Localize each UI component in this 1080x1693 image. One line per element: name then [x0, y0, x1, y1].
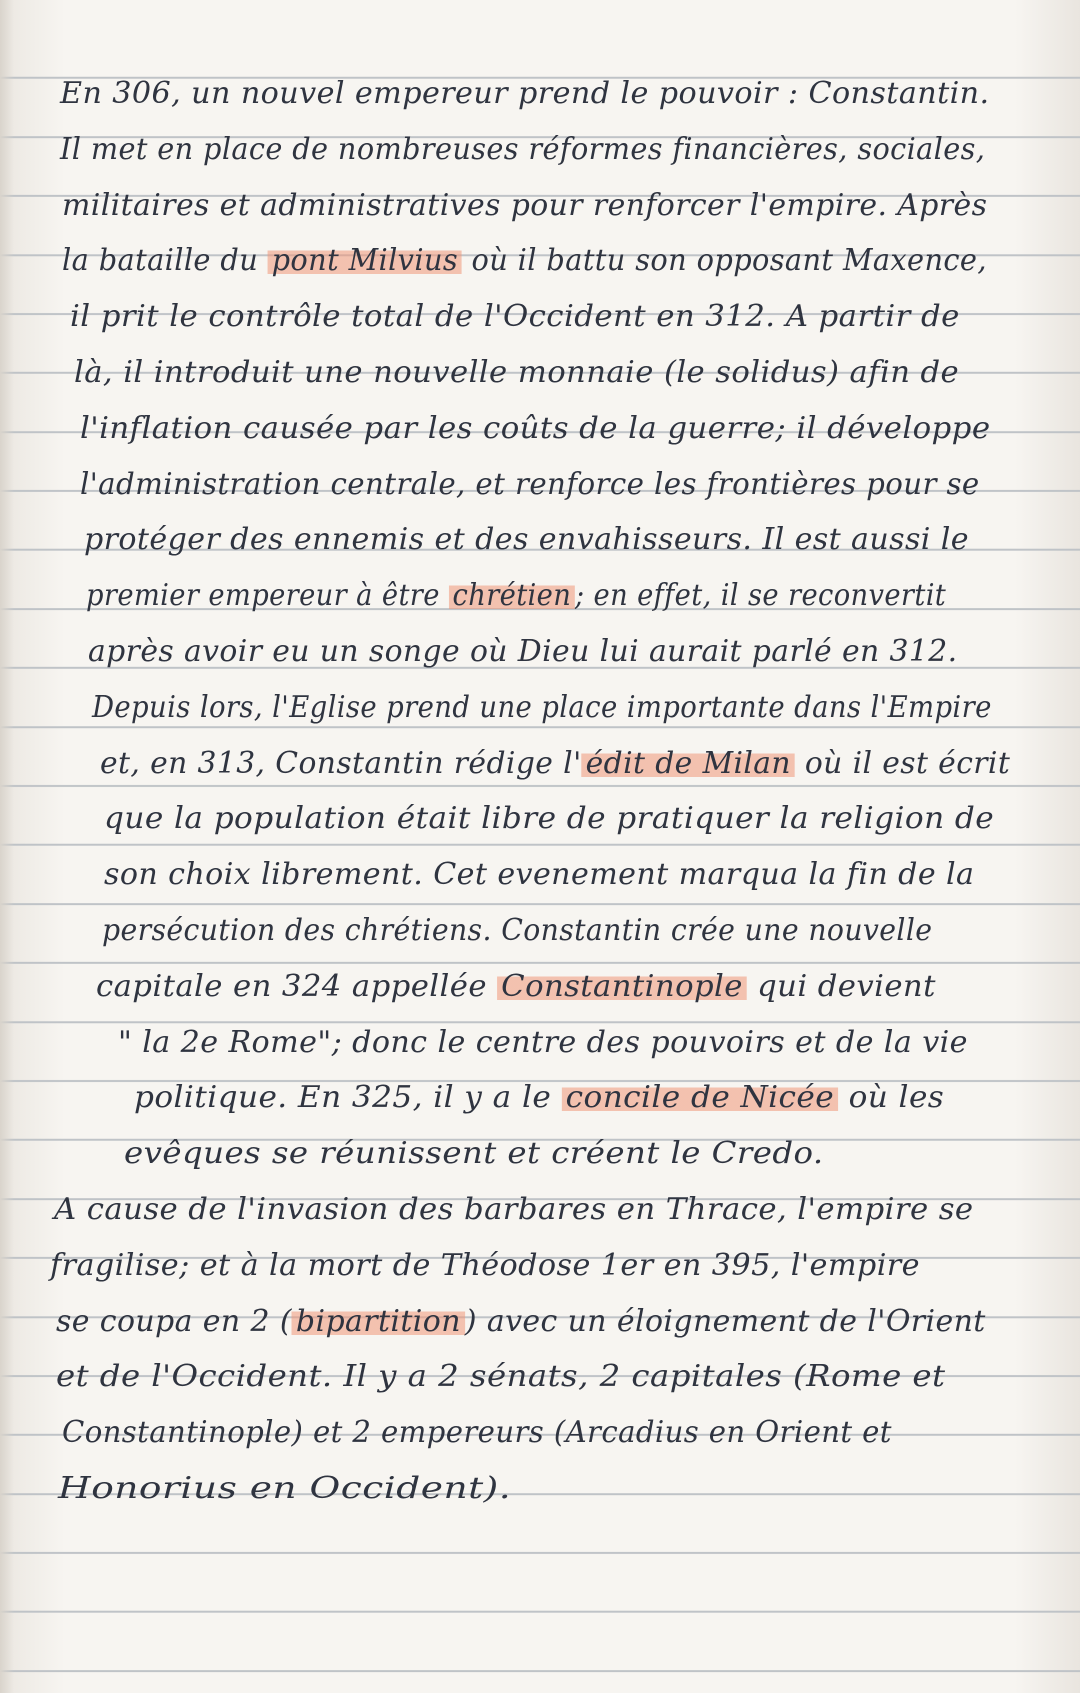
highlighted-term: concile de Nicée — [562, 1080, 839, 1115]
note-line — [118, 1023, 968, 1063]
note-text: l'administration centrale, et renforce les frontières pour se — [80, 466, 980, 502]
note-line — [104, 799, 994, 839]
note-text: ; en effet, il se reconvertit — [574, 578, 947, 614]
note-text: que la population était libre de pratiquer la religion de — [104, 801, 995, 837]
note-line — [86, 576, 946, 616]
note-text: fragilise; et à la mort de Théodose 1er en 395, l'empire — [50, 1247, 920, 1283]
highlighted-term: édit de Milan — [582, 746, 795, 781]
note-text: En 306, un nouvel empereur prend le pouvoir : Constantin. — [60, 76, 990, 111]
note-line — [100, 744, 1010, 784]
note-line — [80, 409, 990, 449]
note-text: capitale en 324 appellée — [96, 968, 498, 1004]
note-text: et de l'Occident. Il y a 2 sénats, 2 capitales (Rome et — [56, 1359, 946, 1395]
note-text: où les — [838, 1080, 945, 1116]
note-text: qui devient — [746, 968, 936, 1004]
note-text: ) avec un éloignement de l'Orient — [464, 1303, 986, 1339]
note-line — [56, 1357, 945, 1397]
note-text: où il battu son opposant Maxence, — [461, 243, 987, 279]
note-line — [134, 1078, 944, 1118]
note-line — [124, 1134, 824, 1174]
note-text: là, il introduit une nouvelle monnaie (le solidus) afin de — [74, 355, 960, 390]
note-text: se coupa en 2 ( — [56, 1303, 292, 1339]
note-line — [96, 967, 936, 1007]
note-text: où il est écrit — [794, 745, 1011, 781]
note-text: et, en 313, Constantin rédige l' — [100, 745, 582, 781]
page-shadow — [0, 0, 14, 1693]
note-text: l'inflation causée par les coûts de la guerre; il développe — [80, 410, 991, 446]
note-line — [50, 1246, 920, 1286]
note-line — [54, 1190, 974, 1230]
note-text: après avoir eu un songe où Dieu lui aurait parlé en 312. — [88, 634, 958, 669]
note-line — [104, 855, 974, 895]
note-line — [56, 1302, 986, 1342]
note-line — [74, 353, 959, 393]
note-text: Constantinople) et 2 empereurs (Arcadius en Orient et — [62, 1415, 892, 1451]
note-text: Depuis lors, l'Eglise prend une place importante dans l'Empire — [92, 689, 992, 725]
note-text: evêques se réunissent et créent le Credo. — [124, 1136, 824, 1172]
highlighted-term: Constantinople — [497, 969, 747, 1004]
note-text: A cause de l'invasion des barbares en Thrace, l'empire se — [54, 1192, 974, 1227]
note-line — [102, 911, 932, 951]
note-text: protéger des ennemis et des envahisseurs. Il est aussi le — [84, 522, 969, 558]
highlighted-term: pont Milvius — [268, 243, 462, 278]
note-line — [84, 520, 969, 560]
note-text: la bataille du — [62, 243, 268, 279]
note-line — [62, 1413, 892, 1453]
note-text: Honorius en Occident). — [58, 1471, 512, 1506]
note-line — [60, 130, 985, 170]
note-line — [62, 186, 987, 226]
highlighted-term: chrétien — [449, 578, 575, 613]
note-line — [60, 74, 990, 114]
note-text: Il met en place de nombreuses réformes financières, sociales, — [60, 131, 986, 167]
note-text: politique. En 325, il y a le — [134, 1080, 562, 1116]
note-line — [92, 688, 992, 728]
highlighted-term: bipartition — [292, 1304, 465, 1339]
note-text: persécution des chrétiens. Constantin crée une nouvelle — [102, 913, 933, 948]
note-text: militaires et administratives pour renforcer l'empire. Après — [62, 187, 988, 223]
note-text: il prit le contrôle total de l'Occident en 312. A partir de — [70, 299, 960, 335]
note-line — [70, 297, 960, 337]
note-line — [58, 1469, 511, 1509]
note-line — [62, 241, 987, 281]
note-text: premier empereur à être — [86, 578, 449, 614]
note-text: son choix librement. Cet evenement marqua la fin de la — [104, 857, 975, 893]
note-text: " la 2e Rome"; donc le centre des pouvoirs et de la vie — [118, 1024, 968, 1060]
note-line — [80, 465, 980, 505]
note-line — [88, 632, 958, 672]
